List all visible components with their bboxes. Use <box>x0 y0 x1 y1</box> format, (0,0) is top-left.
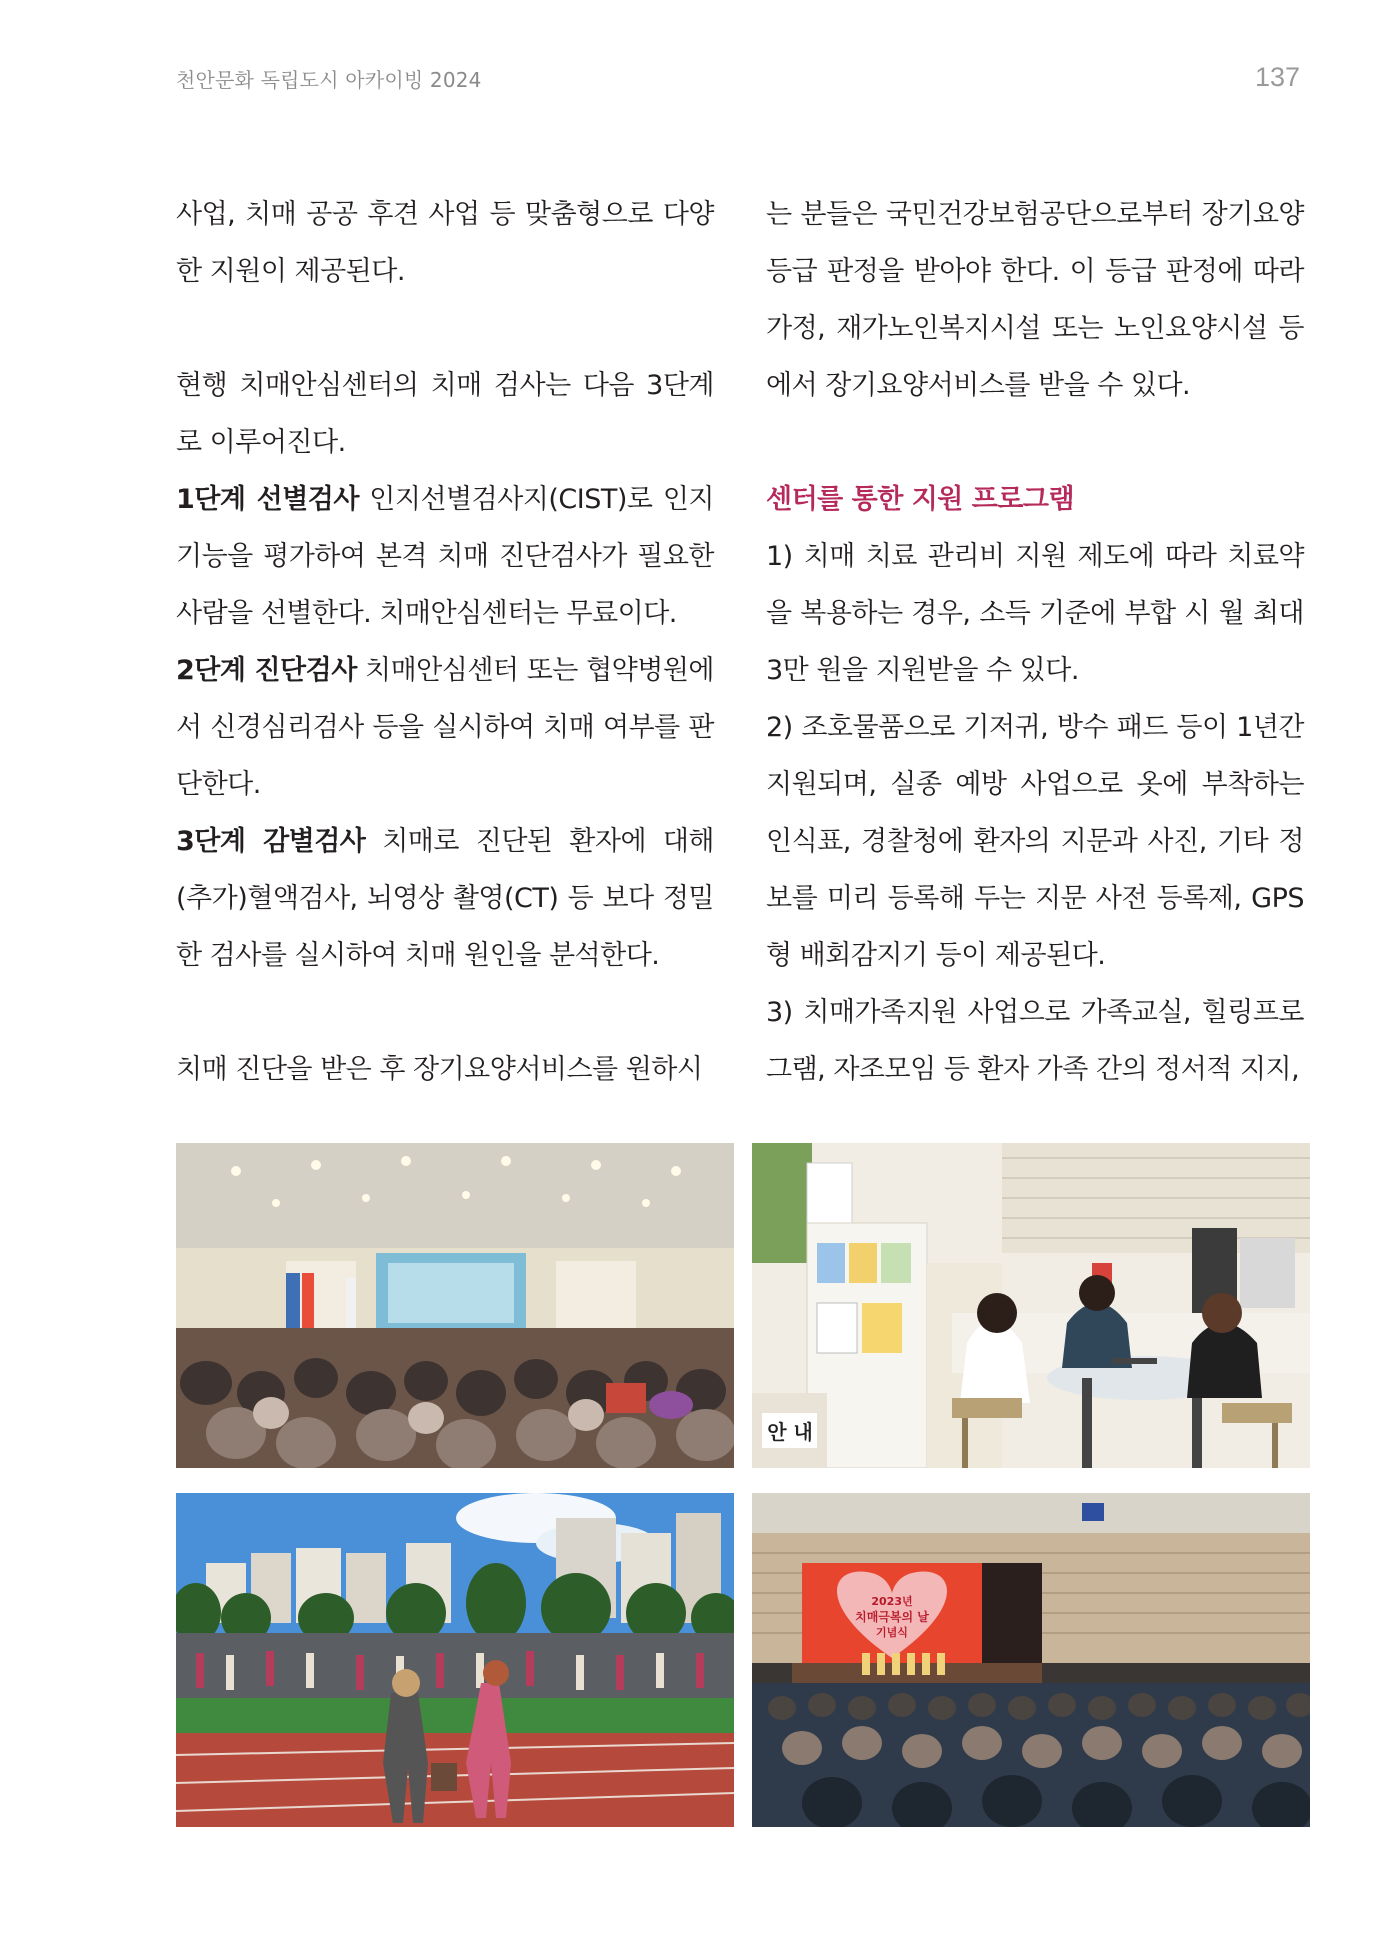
photo-counselling-room <box>752 1143 1310 1468</box>
left-column <box>176 186 714 1098</box>
step-text: 치매안심센터 또는 협약병원에서 신경심리검사 등을 실시하여 치매 여부를 판단한다. <box>176 655 714 800</box>
program-item-2: 2) 조호물품으로 기저귀, 방수 패드 등이 1년간 지원되며, 실종 예방 사업으로 옷에 부착하는 인식표, 경찰청에 환자의 지문과 사진, 기타 정보를 미리 등록해 두는 지문 사전 등록제, GPS형 배회감지기 등이 제공된다. <box>766 712 1304 971</box>
photo-ceremony-hall <box>752 1493 1310 1827</box>
program-item-3: 3) 치매가족지원 사업으로 가족교실, 힐링프로그램, 자조모임 등 환자 가족 간의 정서적 지지, <box>766 997 1304 1085</box>
paragraph: 치매 진단을 받은 후 장기요양서비스를 원하시 <box>176 1054 703 1085</box>
paragraph: 사업, 치매 공공 후견 사업 등 맞춤형으로 다양한 지원이 제공된다. <box>176 199 714 287</box>
step-label: 1단계 선별검사 <box>176 484 359 515</box>
test-step-2 <box>176 642 714 813</box>
program-item-1: 1) 치매 치료 관리비 지원 제도에 따라 치료약을 복용하는 경우, 소득 기준에 부합 시 월 최대 3만 원을 지원받을 수 있다. <box>766 541 1304 686</box>
running-title: 천안문화 독립도시 아카이빙 2024 <box>176 68 482 92</box>
paragraph: 는 분들은 국민건강보험공단으로부터 장기요양등급 판정을 받아야 한다. 이 등급 판정에 따라 가정, 재가노인복지시설 또는 노인요양시설 등에서 장기요양서비스를 받을 수 있다. <box>766 199 1304 401</box>
step-text: 치매로 진단된 환자에 대해 (추가)혈액검사, 뇌영상 촬영(CT) 등 보다 정밀한 검사를 실시하여 치매 원인을 분석한다. <box>176 826 715 971</box>
step-label: 3단계 감별검사 <box>176 826 366 857</box>
page-number: 137 <box>1254 62 1300 92</box>
section-subheading: 센터를 통한 지원 프로그램 <box>766 484 1075 515</box>
right-column <box>766 186 1304 1098</box>
step-label: 2단계 진단검사 <box>176 655 357 686</box>
photo-auditorium-seminar <box>176 1143 734 1468</box>
paragraph: 현행 치매안심센터의 치매 검사는 다음 3단계로 이루어진다. <box>176 370 714 458</box>
test-step-1 <box>176 471 714 642</box>
photo2-sign-text: 안 내 <box>767 1420 813 1444</box>
step-text: 인지선별검사지(CIST)로 인지기능을 평가하여 본격 치매 진단검사가 필요한 사람을 선별한다. 치매안심센터는 무료이다. <box>176 484 714 629</box>
test-step-3 <box>176 813 714 984</box>
banner-title: 치매극복의 날 <box>855 1610 929 1624</box>
banner-subtitle: 기념식 <box>876 1626 908 1639</box>
banner-year: 2023년 <box>871 1595 913 1608</box>
photo-outdoor-field-event <box>176 1493 734 1827</box>
